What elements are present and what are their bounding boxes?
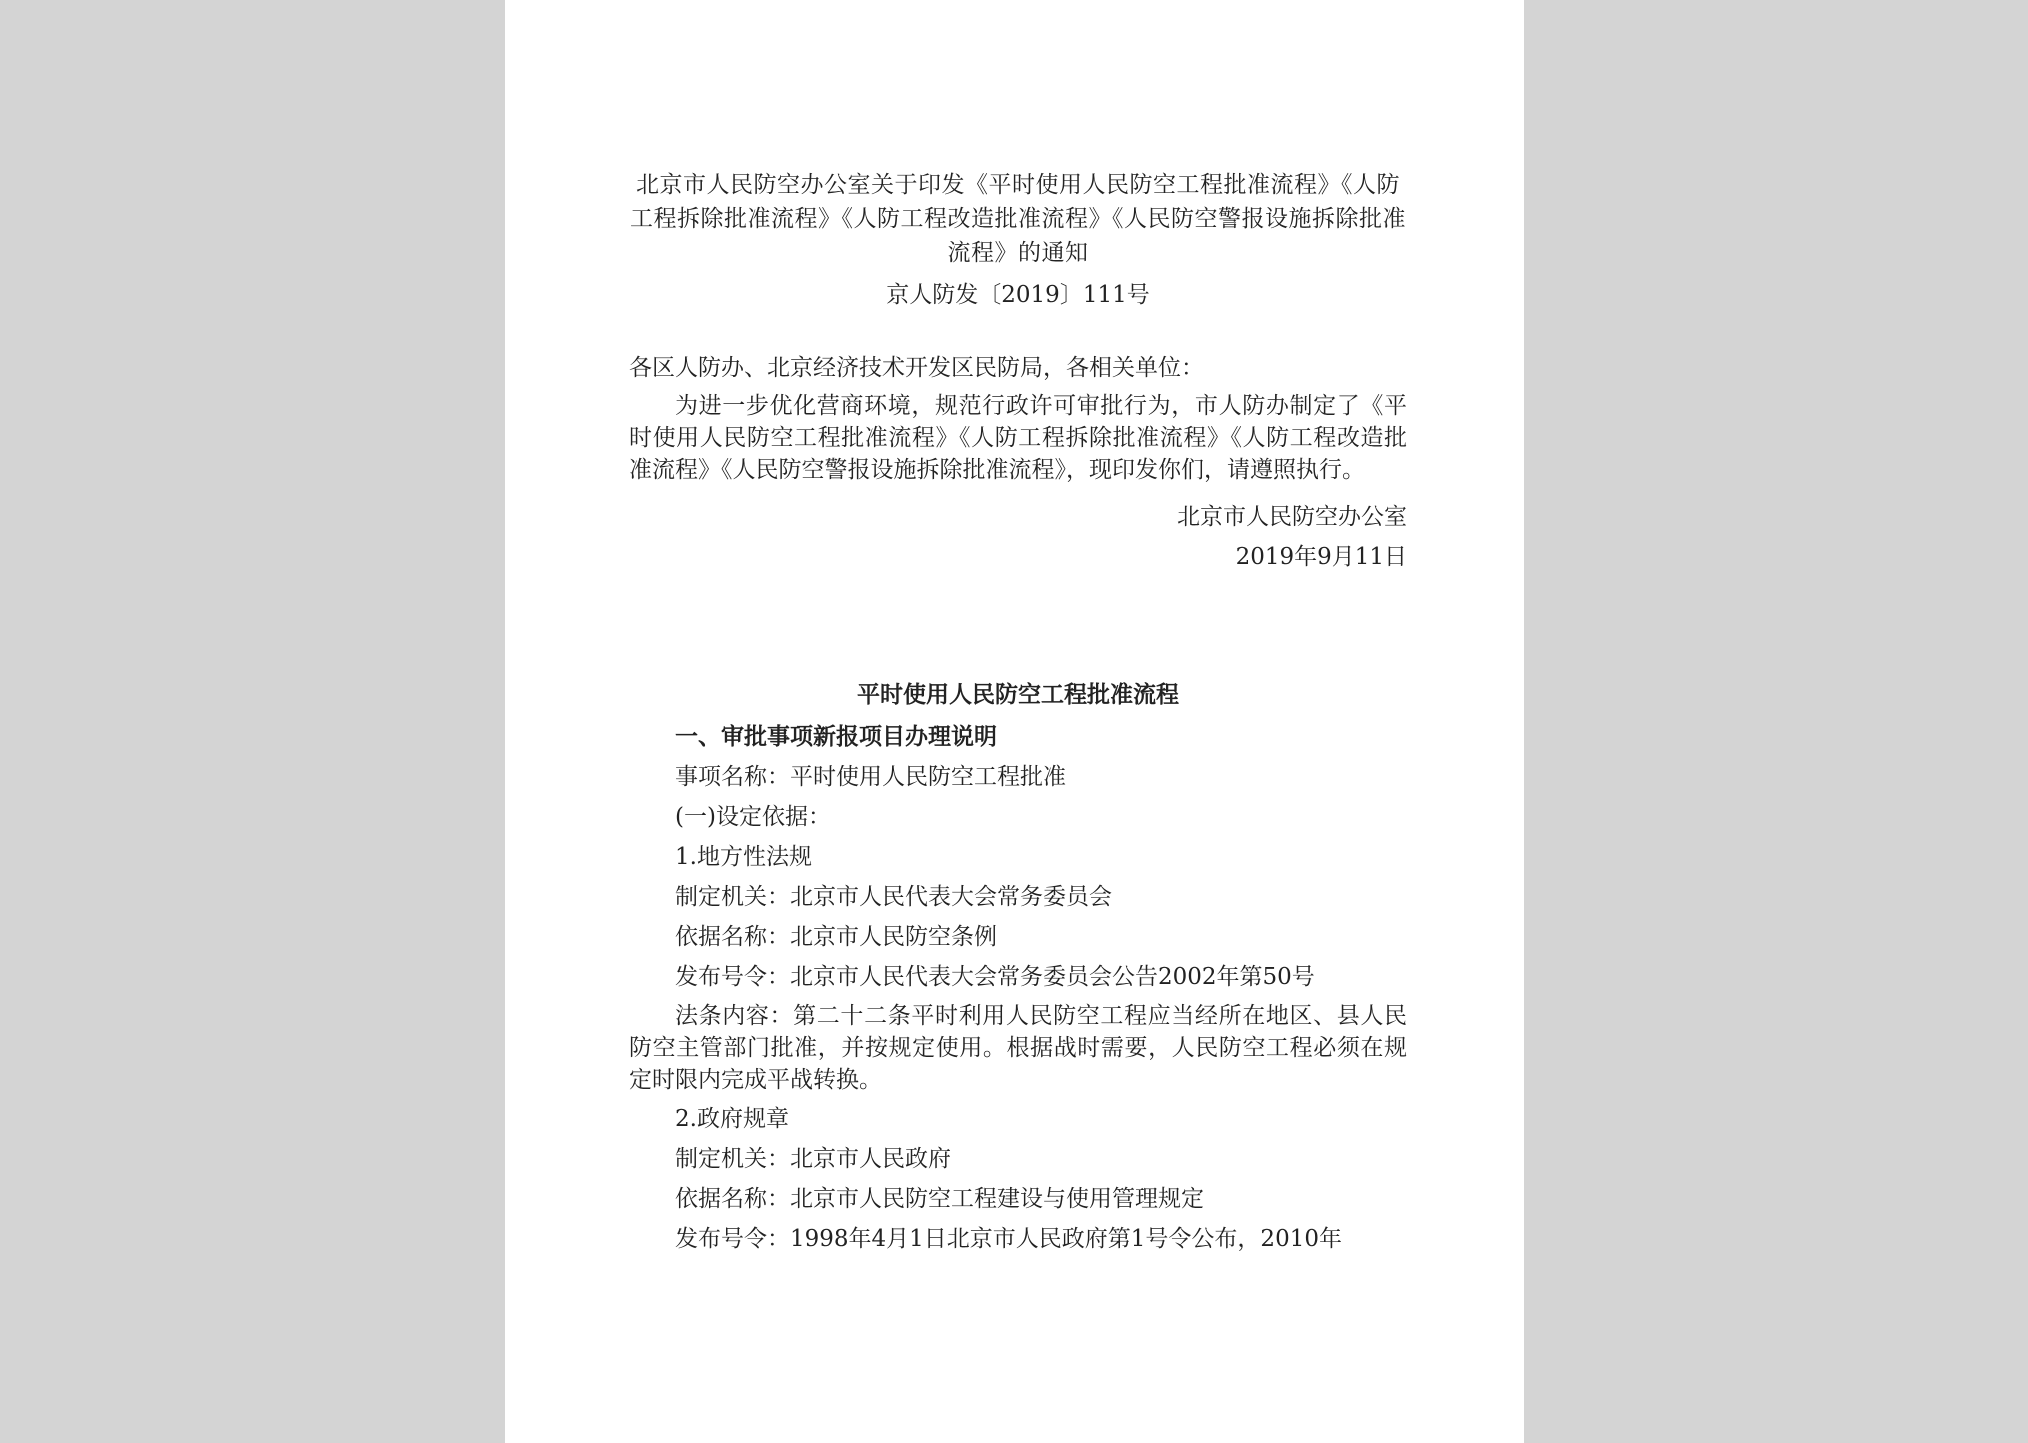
- document-content: [629, 168, 1407, 1256]
- document-page: [505, 0, 1524, 1443]
- law1-heading: 1.地方性法规: [675, 844, 812, 870]
- law1-name: 依据名称：北京市人民防空条例: [675, 924, 997, 950]
- salutation: 各区人防办、北京经济技术开发区民防局，各相关单位：: [629, 355, 1204, 381]
- notice-title: 北京市人民防空办公室关于印发《平时使用人民防空工程批准流程》《人防工程拆除批准流程》《人防工程改造批准流程》《人民防空警报设施拆除批准流程》的通知: [630, 172, 1406, 266]
- document-number: 京人防发〔2019〕111号: [886, 282, 1150, 308]
- item-name: 事项名称：平时使用人民防空工程批准: [675, 764, 1066, 790]
- section1-heading: 一、审批事项新报项目办理说明: [675, 724, 997, 750]
- law2-name: 依据名称：北京市人民防空工程建设与使用管理规定: [675, 1186, 1204, 1212]
- procedure-title: 平时使用人民防空工程批准流程: [857, 682, 1179, 708]
- law2-issue-number: 发布号令：1998年4月1日北京市人民政府第1号令公布，2010年: [675, 1226, 1342, 1252]
- issue-date: 2019年9月11日: [1235, 544, 1407, 570]
- issuer: 北京市人民防空办公室: [1177, 504, 1407, 530]
- law1-content: 法条内容：第二十二条平时利用人民防空工程应当经所在地区、县人民防空主管部门批准，并按规定使用。根据战时需要，人民防空工程必须在规定时限内完成平战转换。: [629, 1003, 1407, 1093]
- law2-heading: 2.政府规章: [675, 1106, 789, 1132]
- notice-body: 为进一步优化营商环境，规范行政许可审批行为，市人防办制定了《平时使用人民防空工程批准流程》《人防工程拆除批准流程》《人防工程改造批准流程》《人民防空警报设施拆除批准流程》，现印发你们，请遵照执行。: [629, 393, 1407, 483]
- law1-authority: 制定机关：北京市人民代表大会常务委员会: [675, 884, 1112, 910]
- law2-authority: 制定机关：北京市人民政府: [675, 1146, 951, 1172]
- law1-issue-number: 发布号令：北京市人民代表大会常务委员会公告2002年第50号: [675, 964, 1315, 990]
- basis-heading: (一)设定依据：: [675, 804, 831, 830]
